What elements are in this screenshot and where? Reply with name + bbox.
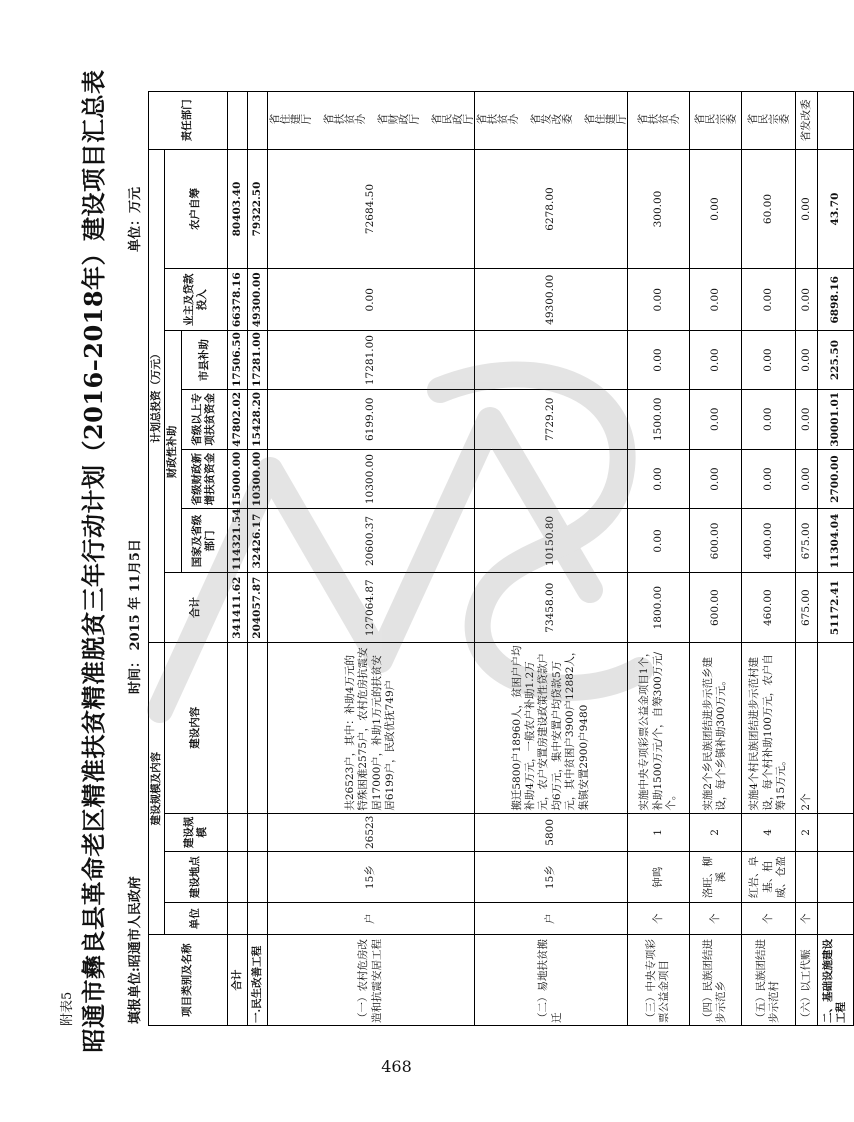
- cell-national: 11304.04: [817, 509, 853, 573]
- cell-prov-new: 0.00: [795, 449, 817, 509]
- header-fiscal-group: 财政性补助: [165, 331, 181, 573]
- cell-prov-new: 0.00: [627, 449, 689, 509]
- header-scale: 建设规模: [165, 813, 227, 851]
- cell-enterprise: 66378.16: [227, 269, 247, 331]
- cell-name: 一.民生改善工程: [247, 935, 267, 1026]
- cell-enterprise: 49300.00: [247, 269, 267, 331]
- cell-total: 675.00: [795, 573, 817, 642]
- header-content: 建设内容: [165, 642, 227, 813]
- cell-location: 红岩、阜基、柏威、仓盈: [741, 852, 795, 903]
- cell-name: （二）易地扶贫搬迁: [474, 935, 627, 1026]
- cell-prov-above: 7729.20: [474, 389, 627, 449]
- cell-name: （四）民族团结进步示范乡: [689, 935, 741, 1026]
- cell-content: 实施4个村民族团结进步示范村建设，每个村补助100万元，农户自筹15万元。: [741, 642, 795, 813]
- cell-scale: 1: [627, 813, 689, 851]
- cell-prov-new: 10300.00: [247, 449, 267, 509]
- cell-location: 15乡: [474, 852, 627, 903]
- cell-total: 204057.87: [247, 573, 267, 642]
- cell-farmer: 0.00: [689, 149, 741, 269]
- header-total: 合计: [165, 573, 227, 642]
- cell-prov-new: 15000.00: [227, 449, 247, 509]
- cell-location: 15乡: [267, 852, 474, 903]
- cell-enterprise: 0.00: [627, 269, 689, 331]
- cell-prov-above: 0.00: [741, 389, 795, 449]
- cell-enterprise: 0.00: [267, 269, 474, 331]
- cell-farmer: 79322.50: [247, 149, 267, 269]
- header-project: 项目类别及名称: [149, 935, 228, 1026]
- cell-total: 460.00: [741, 573, 795, 642]
- cell-content: 2个: [795, 642, 817, 813]
- cell-prov-above: 15428.20: [247, 389, 267, 449]
- cell-unit: 户: [474, 903, 627, 935]
- cell-national: 0.00: [627, 509, 689, 573]
- cell-dept: [247, 92, 267, 150]
- cell-scale: [247, 813, 267, 851]
- header-scale-group: 建设规模及内容: [149, 642, 165, 934]
- cell-content: [817, 642, 853, 813]
- header-prov-above: 省级以上专项扶贫资金: [181, 389, 227, 449]
- cell-prov-new: 2700.00: [817, 449, 853, 509]
- cell-name: （三）中央专项彩票公益金项目: [627, 935, 689, 1026]
- header-unit: 单位: [165, 903, 227, 935]
- cell-farmer: 0.00: [795, 149, 817, 269]
- cell-dept: 省住建厅 省扶贫办 省财政厅 省民政厅: [267, 92, 474, 150]
- cell-scale: 5800: [474, 813, 627, 851]
- table-row-section: [817, 92, 853, 1026]
- table-row: [741, 92, 795, 1026]
- cell-national: 20600.37: [267, 509, 474, 573]
- cell-unit: 个: [689, 903, 741, 935]
- cell-farmer: 43.70: [817, 149, 853, 269]
- cell-national: 10150.80: [474, 509, 627, 573]
- cell-unit: 个: [627, 903, 689, 935]
- cell-name: （六）以工代赈: [795, 935, 817, 1026]
- cell-total: 1800.00: [627, 573, 689, 642]
- cell-scale: [817, 813, 853, 851]
- cell-location: [795, 852, 817, 903]
- cell-dept: 省扶贫办 省发改委 省住建厅: [474, 92, 627, 150]
- cell-city-county: 0.00: [627, 331, 689, 390]
- cell-scale: 2: [795, 813, 817, 851]
- cell-unit: [817, 903, 853, 935]
- cell-national: 600.00: [689, 509, 741, 573]
- table-row: [795, 92, 817, 1026]
- cell-name: （五）民族团结进步示范村: [741, 935, 795, 1026]
- report-date: 时间： 2015 年 11月5日: [128, 539, 143, 694]
- cell-scale: [227, 813, 247, 851]
- cell-total: 600.00: [689, 573, 741, 642]
- cell-total: 73458.00: [474, 573, 627, 642]
- cell-enterprise: 0.00: [741, 269, 795, 331]
- cell-national: 114321.54: [227, 509, 247, 573]
- cell-farmer: 300.00: [627, 149, 689, 269]
- cell-prov-above: 0.00: [689, 389, 741, 449]
- watermark-logo: [120, 330, 680, 750]
- cell-unit: [227, 903, 247, 935]
- cell-content: 搬迁5800户18960人，贫困户户均补助4万元，一般农户补助1.2万元，农户安置房建设政策性贷款户均6万元，集中安置户均贷款5万元，其中贫困户3900户12882人，集镇安置2900户9480: [474, 642, 627, 813]
- cell-total: 341411.62: [227, 573, 247, 642]
- cell-city-county: 17281.00: [267, 331, 474, 390]
- cell-unit: 户: [267, 903, 474, 935]
- cell-city-county: 0.00: [741, 331, 795, 390]
- cell-location: [247, 852, 267, 903]
- cell-location: 钟鸣: [627, 852, 689, 903]
- cell-dept: 省扶贫办: [627, 92, 689, 150]
- cell-city-county: 17281.00: [247, 331, 267, 390]
- cell-prov-above: 1500.00: [627, 389, 689, 449]
- cell-name: （一）农村危房改造和抗震安居工程: [267, 935, 474, 1026]
- cell-enterprise: 49300.00: [474, 269, 627, 331]
- cell-prov-new: 10300.00: [267, 449, 474, 509]
- cell-scale: 4: [741, 813, 795, 851]
- cell-prov-new: 0.00: [689, 449, 741, 509]
- cell-dept: [227, 92, 247, 150]
- cell-location: [817, 852, 853, 903]
- cell-dept: [817, 92, 853, 150]
- cell-unit: 个: [795, 903, 817, 935]
- cell-total: 51172.41: [817, 573, 853, 642]
- table-row: [689, 92, 741, 1026]
- cell-national: 675.00: [795, 509, 817, 573]
- cell-location: [227, 852, 247, 903]
- cell-prov-above: 30001.01: [817, 389, 853, 449]
- cell-prov-above: 47802.02: [227, 389, 247, 449]
- cell-content: 实施2个乡民族团结进步示范乡建设，每个乡镇补助300万元。: [689, 642, 741, 813]
- cell-city-county: 0.00: [689, 331, 741, 390]
- cell-dept: 省民宗委: [741, 92, 795, 150]
- cell-location: 洛旺、柳溪: [689, 852, 741, 903]
- cell-enterprise: 0.00: [795, 269, 817, 331]
- header-national: 国家及省级部门: [181, 509, 227, 573]
- header-dept: 责任部门: [149, 92, 228, 150]
- cell-name: 合计: [227, 935, 247, 1026]
- cell-dept: 省民宗委: [689, 92, 741, 150]
- header-farmer: 农户自筹: [165, 149, 227, 269]
- header-invest-group: 计划总投资（万元）: [149, 149, 165, 642]
- cell-content: 实施中央专项彩票公益金项目1个，补助1500万元/个，自筹300万元/个。: [627, 642, 689, 813]
- page-title: 昭通市彝良县革命老区精准扶贫精准脱贫三年行动计划（2016–2018年）建设项目汇总表: [79, 69, 108, 1053]
- cell-enterprise: 6898.16: [817, 269, 853, 331]
- header-location: 建设地点: [165, 852, 227, 903]
- cell-city-county: 0.00: [795, 331, 817, 390]
- cell-scale: 26523: [267, 813, 474, 851]
- cell-prov-above: 0.00: [795, 389, 817, 449]
- header-prov-new: 省级财政新增扶贫资金: [181, 449, 227, 509]
- cell-prov-above: 6199.00: [267, 389, 474, 449]
- cell-farmer: 6278.00: [474, 149, 627, 269]
- page-number: 468: [381, 1057, 412, 1076]
- cell-dept: 省发改委: [795, 92, 817, 150]
- appendix-label: 附表5: [60, 991, 75, 1026]
- header-enterprise: 业主及贷款投入: [165, 269, 227, 331]
- cell-prov-new: 0.00: [741, 449, 795, 509]
- cell-unit: [247, 903, 267, 935]
- cell-city-county: 225.50: [817, 331, 853, 390]
- cell-unit: 个: [741, 903, 795, 935]
- filling-unit: 填报单位:昭通市人民政府: [128, 876, 143, 1024]
- cell-name: 二、基础设施建设工程: [817, 935, 853, 1026]
- cell-city-county: 17506.50: [227, 331, 247, 390]
- cell-farmer: 60.00: [741, 149, 795, 269]
- cell-content: 共26523户，其中：补助4万元的特殊困难2575户，农村危房抗震安居17000户，补助1万元的扶贫安居6199户，民政优抚749户: [267, 642, 474, 813]
- cell-enterprise: 0.00: [689, 269, 741, 331]
- header-city-county: 市县补助: [181, 331, 227, 390]
- cell-national: 400.00: [741, 509, 795, 573]
- cell-farmer: 80403.40: [227, 149, 247, 269]
- cell-scale: 2: [689, 813, 741, 851]
- cell-national: 32426.17: [247, 509, 267, 573]
- currency-unit: 单位：万元: [128, 186, 143, 252]
- cell-total: 127064.87: [267, 573, 474, 642]
- cell-farmer: 72684.50: [267, 149, 474, 269]
